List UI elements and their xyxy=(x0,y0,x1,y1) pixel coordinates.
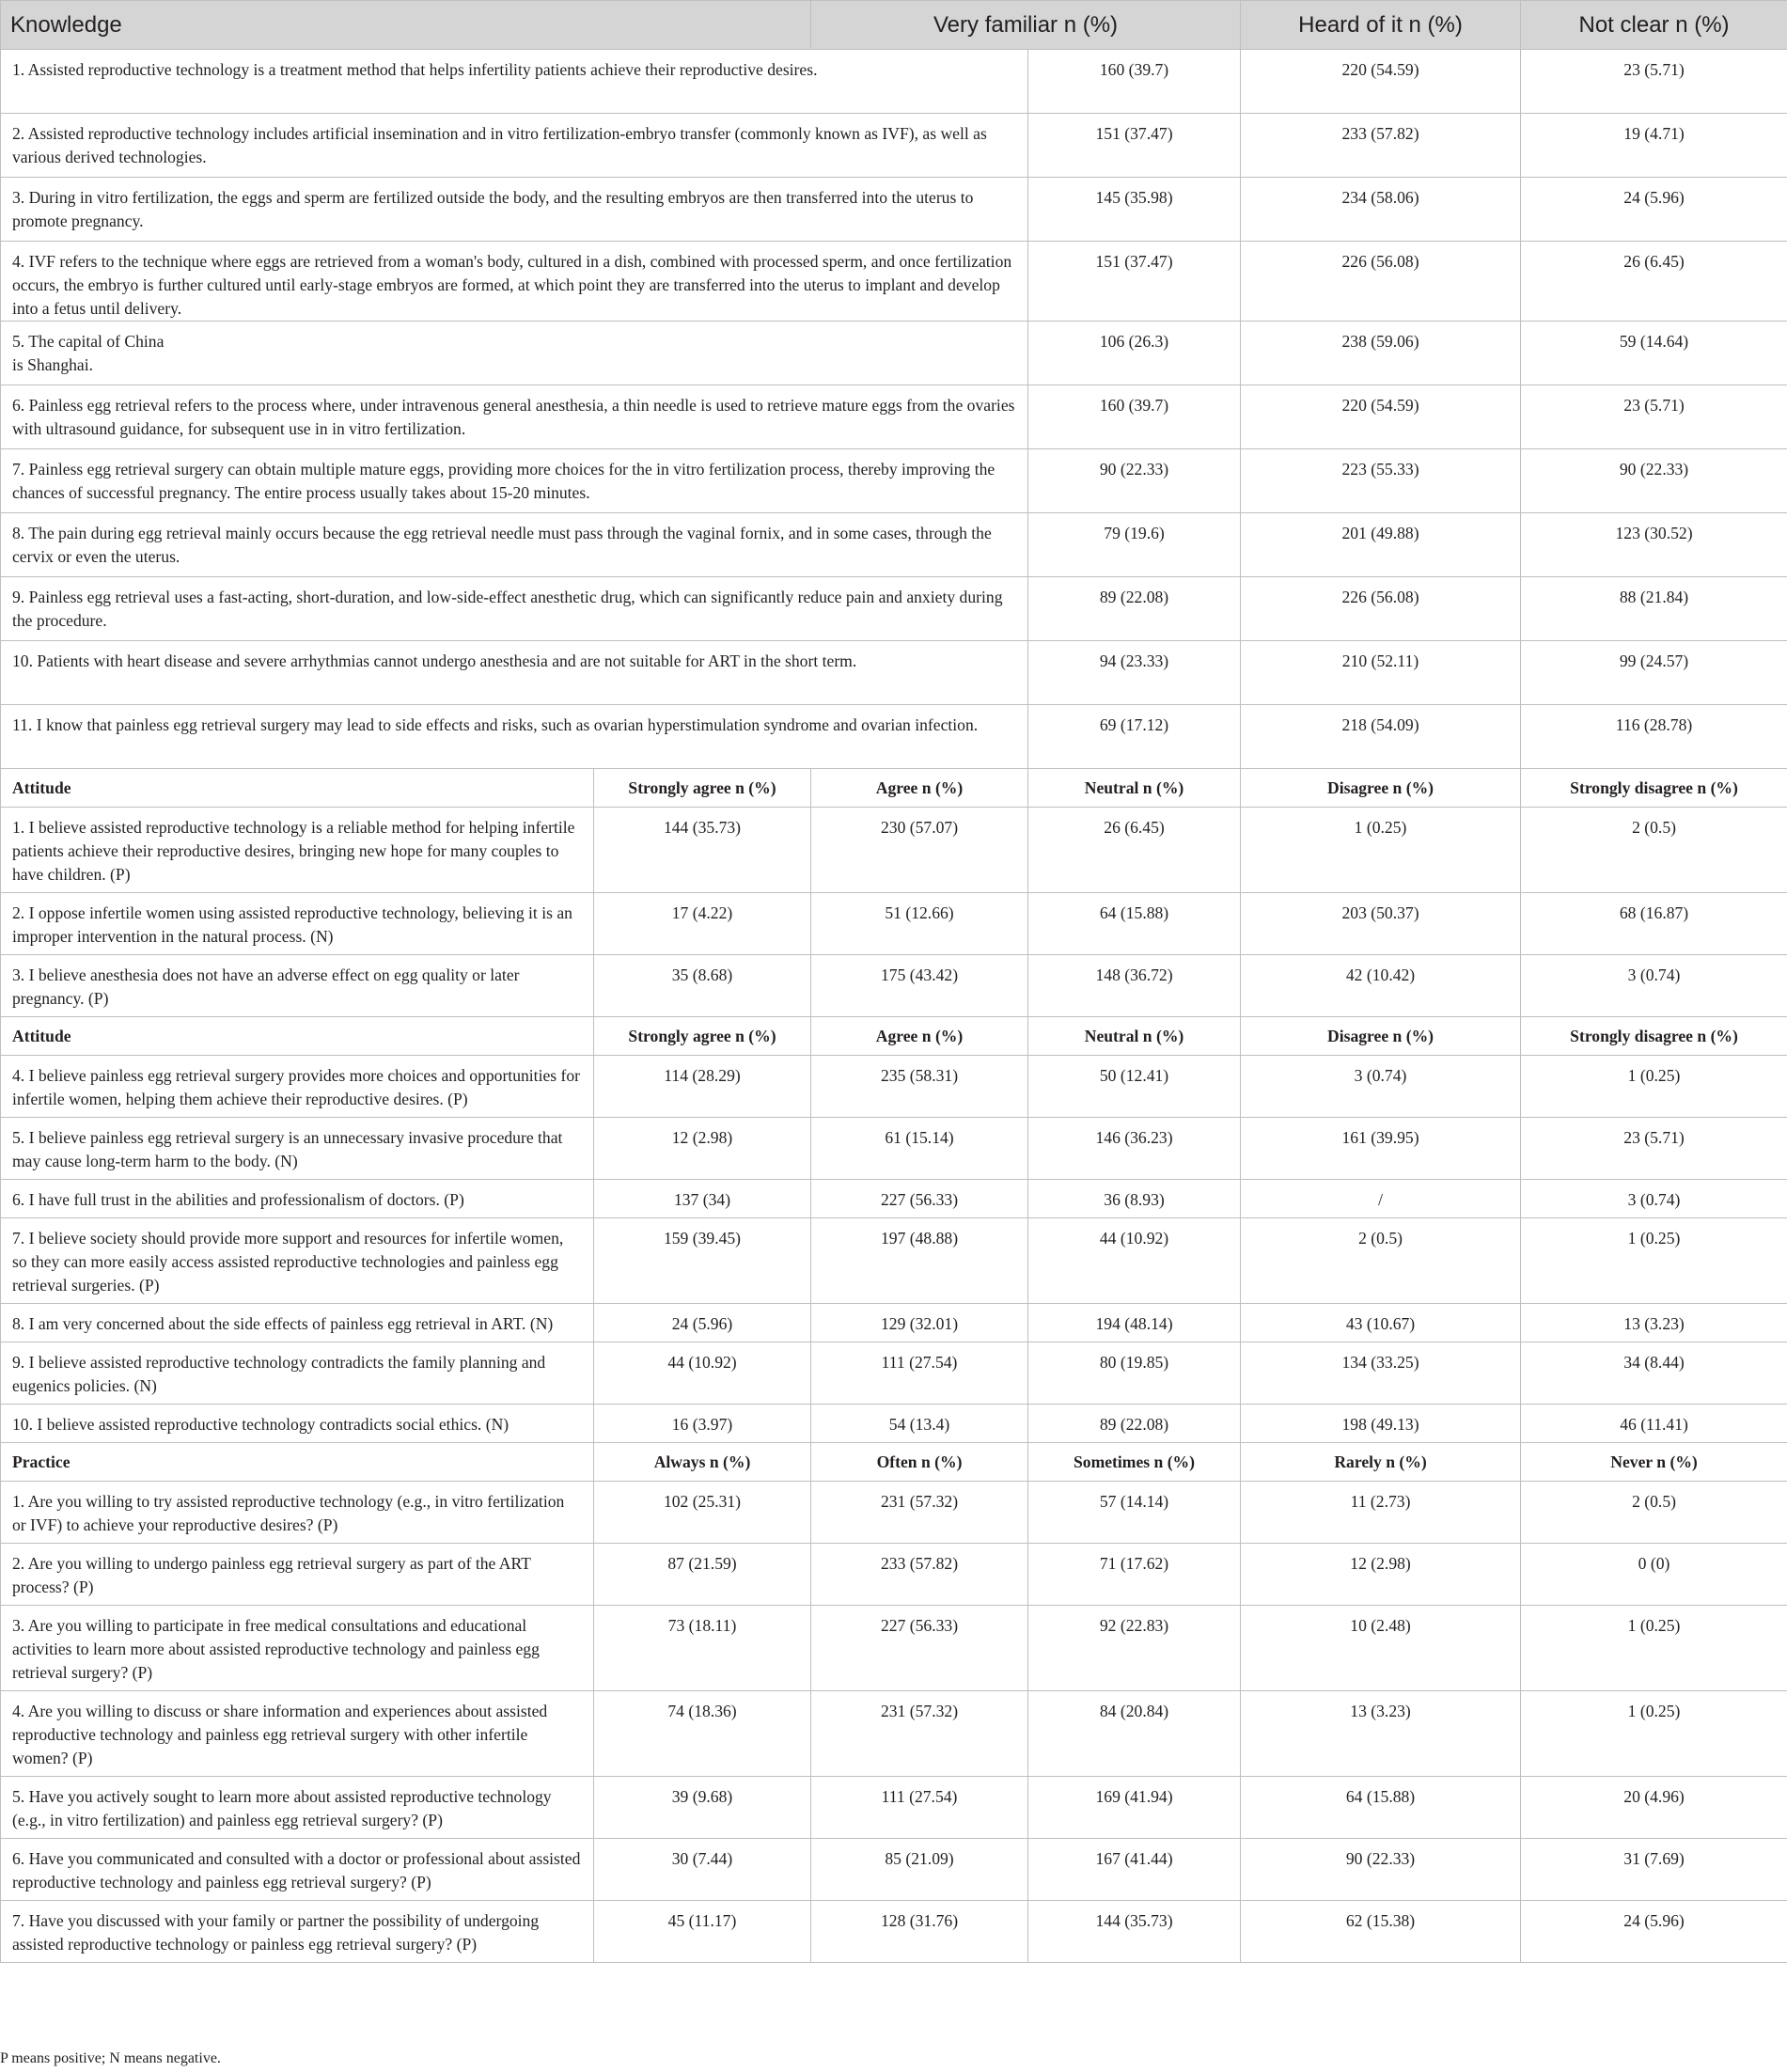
knowledge-question: 9. Painless egg retrieval uses a fast-acting, short-duration, and low-side-effect anesthetic drug, which can significantly reduce pain and anxiety during the procedure. xyxy=(1,577,1028,641)
knowledge-value: 226 (56.08) xyxy=(1241,577,1521,641)
knowledge-value: 233 (57.82) xyxy=(1241,114,1521,178)
practice-value: 11 (2.73) xyxy=(1241,1482,1521,1544)
table-row xyxy=(1,1342,1787,1405)
knowledge-value: 234 (58.06) xyxy=(1241,178,1521,242)
attitude-value: / xyxy=(1241,1180,1521,1218)
attitude-value: 12 (2.98) xyxy=(594,1118,811,1180)
attitude-header-0: Attitude xyxy=(1,1017,594,1056)
table-row xyxy=(1,1777,1787,1839)
practice-header-2: Often n (%) xyxy=(811,1443,1028,1482)
attitude-value: 89 (22.08) xyxy=(1028,1405,1241,1443)
practice-question: 6. Have you communicated and consulted with a doctor or professional about assisted reproductive technology and painless egg retrieval surgery? (P) xyxy=(1,1839,594,1901)
attitude-question: 3. I believe anesthesia does not have an adverse effect on egg quality or later pregnancy. (P) xyxy=(1,955,594,1017)
attitude-value: 80 (19.85) xyxy=(1028,1342,1241,1405)
practice-value: 1 (0.25) xyxy=(1521,1691,1787,1777)
attitude-value: 17 (4.22) xyxy=(594,893,811,955)
knowledge-value: 88 (21.84) xyxy=(1521,577,1787,641)
practice-value: 24 (5.96) xyxy=(1521,1901,1787,1963)
table-row xyxy=(1,385,1787,449)
attitude-header-1: Strongly agree n (%) xyxy=(594,1017,811,1056)
knowledge-value: 24 (5.96) xyxy=(1521,178,1787,242)
table-row xyxy=(1,1304,1787,1342)
attitude-question: 4. I believe painless egg retrieval surgery provides more choices and opportunities for infertile women, helping them achieve their reproductive desires. (P) xyxy=(1,1056,594,1118)
attitude-question: 8. I am very concerned about the side effects of painless egg retrieval in ART. (N) xyxy=(1,1304,594,1342)
attitude-value: 2 (0.5) xyxy=(1241,1218,1521,1304)
knowledge-value: 151 (37.47) xyxy=(1028,114,1241,178)
table-row xyxy=(1,577,1787,641)
knowledge-question: 3. During in vitro fertilization, the eggs and sperm are fertilized outside the body, and the resulting embryos are then transferred into the uterus to promote pregnancy. xyxy=(1,178,1028,242)
attitude-question: 5. I believe painless egg retrieval surgery is an unnecessary invasive procedure that may cause long-term harm to the body. (N) xyxy=(1,1118,594,1180)
practice-value: 20 (4.96) xyxy=(1521,1777,1787,1839)
knowledge-value: 59 (14.64) xyxy=(1521,322,1787,385)
practice-value: 102 (25.31) xyxy=(594,1482,811,1544)
attitude-value: 159 (39.45) xyxy=(594,1218,811,1304)
practice-value: 233 (57.82) xyxy=(811,1544,1028,1606)
knowledge-value: 94 (23.33) xyxy=(1028,641,1241,705)
knowledge-value: 160 (39.7) xyxy=(1028,385,1241,449)
attitude-value: 203 (50.37) xyxy=(1241,893,1521,955)
knowledge-question: 1. Assisted reproductive technology is a treatment method that helps infertility patients achieve their reproductive desires. xyxy=(1,50,1028,114)
knowledge-value: 218 (54.09) xyxy=(1241,705,1521,769)
attitude-value: 50 (12.41) xyxy=(1028,1056,1241,1118)
knowledge-value: 106 (26.3) xyxy=(1028,322,1241,385)
practice-question: 3. Are you willing to participate in free medical consultations and educational activities to learn more about assisted reproductive technology and painless egg retrieval surgery? (P) xyxy=(1,1606,594,1691)
practice-value: 2 (0.5) xyxy=(1521,1482,1787,1544)
knowledge-question: 7. Painless egg retrieval surgery can obtain multiple mature eggs, providing more choices for the in vitro fertilization process, thereby improving the chances of successful pregnancy. The entire process usually takes about 15-20 minutes. xyxy=(1,449,1028,513)
table-row xyxy=(1,1056,1787,1118)
practice-question: 1. Are you willing to try assisted reproductive technology (e.g., in vitro fertilization or IVF) to achieve your reproductive desires? (P) xyxy=(1,1482,594,1544)
knowledge-value: 69 (17.12) xyxy=(1028,705,1241,769)
knowledge-question: 10. Patients with heart disease and severe arrhythmias cannot undergo anesthesia and are not suitable for ART in the short term. xyxy=(1,641,1028,705)
attitude-header-2: Agree n (%) xyxy=(811,1017,1028,1056)
attitude-value: 3 (0.74) xyxy=(1521,955,1787,1017)
practice-value: 0 (0) xyxy=(1521,1544,1787,1606)
attitude-question: 6. I have full trust in the abilities and professionalism of doctors. (P) xyxy=(1,1180,594,1218)
attitude-value: 64 (15.88) xyxy=(1028,893,1241,955)
practice-value: 71 (17.62) xyxy=(1028,1544,1241,1606)
knowledge-value: 160 (39.7) xyxy=(1028,50,1241,114)
attitude-header-5: Strongly disagree n (%) xyxy=(1521,1017,1787,1056)
attitude-header-0: Attitude xyxy=(1,769,594,808)
attitude-value: 24 (5.96) xyxy=(594,1304,811,1342)
attitude-value: 3 (0.74) xyxy=(1521,1180,1787,1218)
attitude-value: 114 (28.29) xyxy=(594,1056,811,1118)
table-row xyxy=(1,322,1787,385)
table-row xyxy=(1,449,1787,513)
practice-value: 111 (27.54) xyxy=(811,1777,1028,1839)
practice-value: 1 (0.25) xyxy=(1521,1606,1787,1691)
knowledge-header-row xyxy=(1,1,1787,50)
attitude-value: 68 (16.87) xyxy=(1521,893,1787,955)
practice-value: 169 (41.94) xyxy=(1028,1777,1241,1839)
knowledge-value: 226 (56.08) xyxy=(1241,242,1521,322)
knowledge-value: 19 (4.71) xyxy=(1521,114,1787,178)
attitude-value: 51 (12.66) xyxy=(811,893,1028,955)
attitude-value: 146 (36.23) xyxy=(1028,1118,1241,1180)
knowledge-value: 99 (24.57) xyxy=(1521,641,1787,705)
practice-value: 92 (22.83) xyxy=(1028,1606,1241,1691)
attitude-value: 129 (32.01) xyxy=(811,1304,1028,1342)
practice-header-1: Always n (%) xyxy=(594,1443,811,1482)
attitude-header-row xyxy=(1,1017,1787,1056)
practice-question: 4. Are you willing to discuss or share information and experiences about assisted reproductive technology and painless egg retrieval surgery with other infertile women? (P) xyxy=(1,1691,594,1777)
knowledge-value: 116 (28.78) xyxy=(1521,705,1787,769)
practice-value: 167 (41.44) xyxy=(1028,1839,1241,1901)
attitude-value: 161 (39.95) xyxy=(1241,1118,1521,1180)
knowledge-value: 79 (19.6) xyxy=(1028,513,1241,577)
practice-value: 31 (7.69) xyxy=(1521,1839,1787,1901)
attitude-value: 23 (5.71) xyxy=(1521,1118,1787,1180)
practice-value: 74 (18.36) xyxy=(594,1691,811,1777)
practice-header-3: Sometimes n (%) xyxy=(1028,1443,1241,1482)
table-row xyxy=(1,705,1787,769)
table-row xyxy=(1,641,1787,705)
knowledge-question: 8. The pain during egg retrieval mainly occurs because the egg retrieval needle must pass through the vaginal fornix, and in some cases, through the cervix or even the uterus. xyxy=(1,513,1028,577)
knowledge-value: 220 (54.59) xyxy=(1241,50,1521,114)
knowledge-value: 90 (22.33) xyxy=(1028,449,1241,513)
practice-header-4: Rarely n (%) xyxy=(1241,1443,1521,1482)
knowledge-question: 11. I know that painless egg retrieval surgery may lead to side effects and risks, such as ovarian hyperstimulation syndrome and ovarian infection. xyxy=(1,705,1028,769)
practice-header-row xyxy=(1,1443,1787,1482)
practice-value: 57 (14.14) xyxy=(1028,1482,1241,1544)
attitude-value: 34 (8.44) xyxy=(1521,1342,1787,1405)
table-row xyxy=(1,242,1787,322)
practice-value: 87 (21.59) xyxy=(594,1544,811,1606)
practice-value: 231 (57.32) xyxy=(811,1482,1028,1544)
heard-of-it-header: Heard of it n (%) xyxy=(1241,1,1521,50)
practice-header-0: Practice xyxy=(1,1443,594,1482)
attitude-value: 148 (36.72) xyxy=(1028,955,1241,1017)
knowledge-value: 89 (22.08) xyxy=(1028,577,1241,641)
table-row xyxy=(1,1180,1787,1218)
attitude-value: 230 (57.07) xyxy=(811,808,1028,893)
knowledge-question: 6. Painless egg retrieval refers to the process where, under intravenous general anesthesia, a thin needle is used to retrieve mature eggs from the ovaries with ultrasound guidance, for subsequent use in in vitro fertilization. xyxy=(1,385,1028,449)
attitude-header-2: Agree n (%) xyxy=(811,769,1028,808)
knowledge-value: 145 (35.98) xyxy=(1028,178,1241,242)
attitude-value: 13 (3.23) xyxy=(1521,1304,1787,1342)
attitude-value: 3 (0.74) xyxy=(1241,1056,1521,1118)
practice-value: 144 (35.73) xyxy=(1028,1901,1241,1963)
practice-header-5: Never n (%) xyxy=(1521,1443,1787,1482)
attitude-value: 1 (0.25) xyxy=(1241,808,1521,893)
practice-value: 84 (20.84) xyxy=(1028,1691,1241,1777)
table-row xyxy=(1,1901,1787,1963)
practice-value: 73 (18.11) xyxy=(594,1606,811,1691)
practice-value: 62 (15.38) xyxy=(1241,1901,1521,1963)
attitude-value: 16 (3.97) xyxy=(594,1405,811,1443)
attitude-value: 1 (0.25) xyxy=(1521,1056,1787,1118)
table-row xyxy=(1,50,1787,114)
practice-value: 90 (22.33) xyxy=(1241,1839,1521,1901)
table-row xyxy=(1,114,1787,178)
knowledge-value: 201 (49.88) xyxy=(1241,513,1521,577)
knowledge-value: 223 (55.33) xyxy=(1241,449,1521,513)
practice-question: 5. Have you actively sought to learn more about assisted reproductive technology (e.g., in vitro fertilization) and painless egg retrieval surgery? (P) xyxy=(1,1777,594,1839)
practice-value: 231 (57.32) xyxy=(811,1691,1028,1777)
attitude-value: 46 (11.41) xyxy=(1521,1405,1787,1443)
attitude-value: 26 (6.45) xyxy=(1028,808,1241,893)
attitude-header-1: Strongly agree n (%) xyxy=(594,769,811,808)
knowledge-value: 23 (5.71) xyxy=(1521,385,1787,449)
practice-value: 128 (31.76) xyxy=(811,1901,1028,1963)
attitude-value: 134 (33.25) xyxy=(1241,1342,1521,1405)
very-familiar-header: Very familiar n (%) xyxy=(811,1,1241,50)
attitude-question: 10. I believe assisted reproductive technology contradicts social ethics. (N) xyxy=(1,1405,594,1443)
attitude-value: 42 (10.42) xyxy=(1241,955,1521,1017)
knowledge-value: 210 (52.11) xyxy=(1241,641,1521,705)
attitude-value: 111 (27.54) xyxy=(811,1342,1028,1405)
not-clear-header: Not clear n (%) xyxy=(1521,1,1787,50)
attitude-value: 198 (49.13) xyxy=(1241,1405,1521,1443)
attitude-question: 9. I believe assisted reproductive technology contradicts the family planning and eugenics policies. (N) xyxy=(1,1342,594,1405)
table-row xyxy=(1,955,1787,1017)
table-row xyxy=(1,1482,1787,1544)
knowledge-value: 151 (37.47) xyxy=(1028,242,1241,322)
table-row xyxy=(1,1691,1787,1777)
knowledge-question: 2. Assisted reproductive technology includes artificial insemination and in vitro fertilization-embryo transfer (commonly known as IVF), as well as various derived technologies. xyxy=(1,114,1028,178)
table-row xyxy=(1,1405,1787,1443)
attitude-value: 44 (10.92) xyxy=(594,1342,811,1405)
attitude-value: 43 (10.67) xyxy=(1241,1304,1521,1342)
attitude-value: 194 (48.14) xyxy=(1028,1304,1241,1342)
table-row xyxy=(1,178,1787,242)
knowledge-header: Knowledge xyxy=(1,1,811,50)
attitude-value: 227 (56.33) xyxy=(811,1180,1028,1218)
knowledge-value: 26 (6.45) xyxy=(1521,242,1787,322)
attitude-value: 2 (0.5) xyxy=(1521,808,1787,893)
attitude-value: 35 (8.68) xyxy=(594,955,811,1017)
table-row xyxy=(1,1606,1787,1691)
knowledge-value: 123 (30.52) xyxy=(1521,513,1787,577)
attitude-value: 61 (15.14) xyxy=(811,1118,1028,1180)
knowledge-value: 90 (22.33) xyxy=(1521,449,1787,513)
attitude-value: 44 (10.92) xyxy=(1028,1218,1241,1304)
attitude-value: 197 (48.88) xyxy=(811,1218,1028,1304)
attitude-header-5: Strongly disagree n (%) xyxy=(1521,769,1787,808)
attitude-header-row xyxy=(1,769,1787,808)
practice-question: 2. Are you willing to undergo painless egg retrieval surgery as part of the ART process? (P) xyxy=(1,1544,594,1606)
table-row xyxy=(1,513,1787,577)
attitude-value: 137 (34) xyxy=(594,1180,811,1218)
table-row xyxy=(1,808,1787,893)
attitude-header-3: Neutral n (%) xyxy=(1028,769,1241,808)
practice-value: 227 (56.33) xyxy=(811,1606,1028,1691)
knowledge-question: 4. IVF refers to the technique where eggs are retrieved from a woman's body, cultured in a dish, combined with processed sperm, and once fertilization occurs, the embryo is further cultured until early-stage embryos are formed, at which point they are transferred into the uterus to implant and develop into a fetus until delivery. xyxy=(1,242,1028,322)
table-row xyxy=(1,1839,1787,1901)
attitude-value: 235 (58.31) xyxy=(811,1056,1028,1118)
table-footnote: P means positive; N means negative. xyxy=(0,2050,221,2066)
practice-question: 7. Have you discussed with your family or partner the possibility of undergoing assisted reproductive technology or painless egg retrieval surgery? (P) xyxy=(1,1901,594,1963)
practice-value: 13 (3.23) xyxy=(1241,1691,1521,1777)
practice-value: 30 (7.44) xyxy=(594,1839,811,1901)
attitude-question: 7. I believe society should provide more support and resources for infertile women, so they can more easily access assisted reproductive technologies and painless egg retrieval surgeries. (P) xyxy=(1,1218,594,1304)
attitude-value: 1 (0.25) xyxy=(1521,1218,1787,1304)
practice-value: 12 (2.98) xyxy=(1241,1544,1521,1606)
knowledge-value: 220 (54.59) xyxy=(1241,385,1521,449)
practice-value: 45 (11.17) xyxy=(594,1901,811,1963)
table-row xyxy=(1,893,1787,955)
attitude-question: 2. I oppose infertile women using assisted reproductive technology, believing it is an improper intervention in the natural process. (N) xyxy=(1,893,594,955)
table-row xyxy=(1,1544,1787,1606)
knowledge-question: 5. The capital of China is Shanghai. xyxy=(1,322,1028,385)
practice-value: 85 (21.09) xyxy=(811,1839,1028,1901)
attitude-header-4: Disagree n (%) xyxy=(1241,1017,1521,1056)
table-row xyxy=(1,1218,1787,1304)
practice-value: 64 (15.88) xyxy=(1241,1777,1521,1839)
table-row xyxy=(1,1118,1787,1180)
practice-value: 39 (9.68) xyxy=(594,1777,811,1839)
practice-value: 10 (2.48) xyxy=(1241,1606,1521,1691)
attitude-value: 175 (43.42) xyxy=(811,955,1028,1017)
attitude-header-4: Disagree n (%) xyxy=(1241,769,1521,808)
attitude-value: 144 (35.73) xyxy=(594,808,811,893)
attitude-value: 36 (8.93) xyxy=(1028,1180,1241,1218)
attitude-value: 54 (13.4) xyxy=(811,1405,1028,1443)
knowledge-value: 238 (59.06) xyxy=(1241,322,1521,385)
attitude-header-3: Neutral n (%) xyxy=(1028,1017,1241,1056)
attitude-question: 1. I believe assisted reproductive technology is a reliable method for helping infertile patients achieve their reproductive desires, bringing new hope for many couples to have children. (P) xyxy=(1,808,594,893)
knowledge-value: 23 (5.71) xyxy=(1521,50,1787,114)
